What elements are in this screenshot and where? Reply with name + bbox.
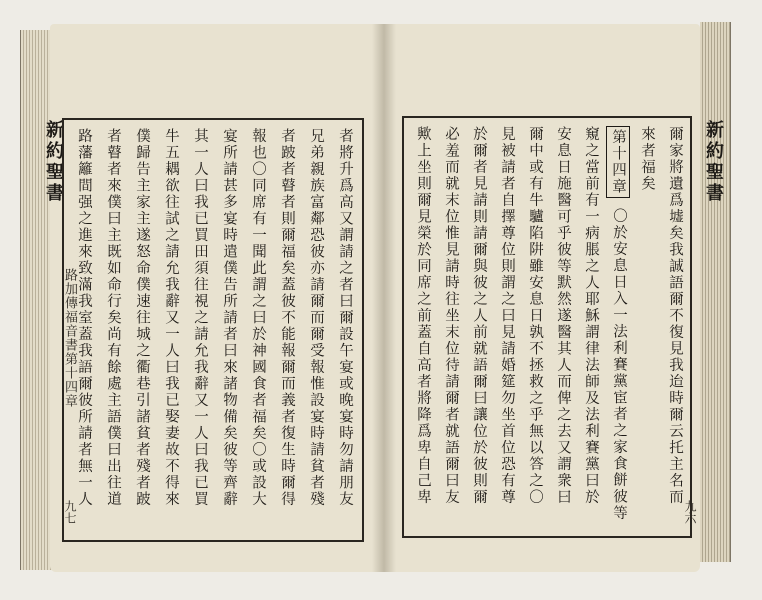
chapter-heading-column — [606, 126, 630, 198]
text-column: 宴所請甚多宴時遣僕告所請者曰來諸物備矣彼等齊辭 — [221, 128, 237, 508]
text-column: 於爾者見請則請爾與彼之人前就語爾曰讓位於彼則爾 — [471, 126, 487, 506]
text-column: 安息日施醫可乎彼等默然遂醫其人而俾之去又謂衆曰 — [555, 126, 571, 506]
text-column: 〇於安息日入一法利賽黨宦者之家食餅彼等 — [611, 208, 627, 522]
text-column: 者將升爲高又謂請之者曰爾設午宴或晚宴時勿請朋友 — [337, 128, 353, 508]
left-header-title: 新約聖書 — [43, 120, 64, 204]
text-column: 者瞽者來僕曰主既如命行矣尚有餘處主語僕曰出往道 — [105, 128, 121, 508]
text-column: 牛五耦欲往試之請允我辭又一人曰我已娶妻故不得來 — [163, 128, 179, 508]
right-page-edges — [700, 22, 731, 562]
text-column: 其一人曰我已買田須往視之請允我辭又一人曰我已買 — [192, 128, 208, 508]
text-column: 兄弟親族富鄰恐彼亦請爾而爾受報惟設宴時請貧者殘 — [308, 128, 324, 508]
text-column: 者跛者瞽者則爾福矣蓋彼不能報爾而義者復生時爾得 — [279, 128, 295, 508]
text-column: 報也〇同席有一聞此謂之曰於神國食者福矣〇或設大 — [250, 128, 266, 508]
text-column: 僕歸告主家主遂怒命僕速往城之衢巷引諸貧者殘者跛 — [134, 128, 150, 508]
text-column: 路藩籬間强之進來致滿我室蓋我語爾彼所請者無一人 — [76, 128, 92, 508]
left-text-frame — [62, 118, 364, 542]
text-column: 見被請者自擇尊位則謂之曰見請婚筵勿坐首位恐有尊 — [499, 126, 515, 506]
right-page-number: 九六 — [683, 500, 697, 524]
book-gutter — [372, 24, 396, 572]
left-page-edges — [20, 30, 53, 570]
right-header-title: 新約聖書 — [703, 120, 724, 204]
right-text-frame — [402, 116, 692, 538]
left-header-subtitle: 路加傳福音書第十四章 — [62, 268, 77, 408]
chapter-label: 第十四章 — [606, 126, 630, 198]
text-column: 爾中或有牛驢陷阱雖安息日孰不拯救之乎無以答之〇 — [527, 126, 543, 506]
left-page-number: 九七 — [63, 500, 77, 524]
text-column: 必羞而就末位惟見請時往坐末位待請爾者就語爾曰友 — [443, 126, 459, 506]
text-column: 歟上坐則爾見榮於同席之前蓋自高者將降爲卑自己卑 — [415, 126, 431, 506]
text-column: 爾家將遺爲墟矣我誠語爾不復見我迨時爾云托主名而 — [667, 126, 683, 506]
text-column: 窺之當前有一病脹之人耶穌謂律法師及法利賽黨曰於 — [583, 126, 599, 506]
text-column: 來者福矣 — [639, 126, 655, 192]
